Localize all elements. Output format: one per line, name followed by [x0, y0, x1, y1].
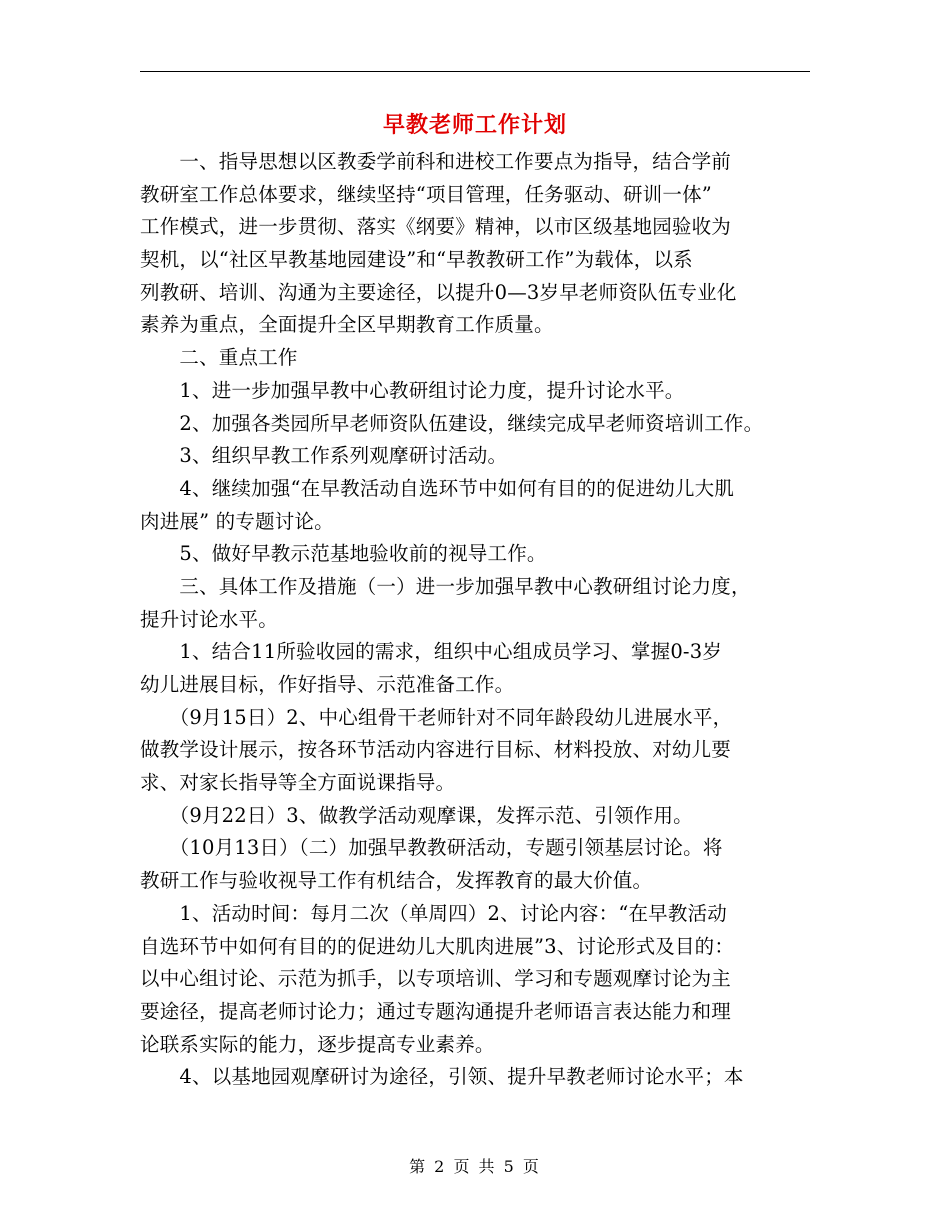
- body-line: 要途径，提高老师讨论力；通过专题沟通提升老师语言表达能力和理: [140, 999, 732, 1023]
- body-line: 以中心组讨论、示范为抓手，以专项培训、学习和专题观摩讨论为主: [140, 967, 732, 991]
- body-line: 5、做好早教示范基地验收前的视导工作。: [140, 542, 547, 566]
- body-line: 契机，以“社区早教基地园建设”和“早教教研工作”为载体，以系: [140, 248, 693, 272]
- body-line: （10月13日）（二）加强早教教研活动，专题引领基层讨论。将: [140, 836, 723, 860]
- body-line: 幼儿进展目标，作好指导、示范准备工作。: [140, 673, 515, 696]
- body-line: 1、活动时间：每月二次（单周四）2、讨论内容：“在早教活动: [140, 901, 727, 925]
- document-title: 早教老师工作计划: [382, 112, 567, 138]
- body-line: 三、具体工作及措施（一）进一步加强早教中心教研组讨论力度，: [140, 574, 751, 598]
- body-line: 2、加强各类园所早老师资队伍建设，继续完成早老师资培训工作。: [140, 411, 764, 435]
- body-line: 教研室工作总体要求，继续坚持“项目管理，任务驱动、研训一体”: [140, 182, 712, 206]
- document-body: [140, 146, 812, 1094]
- body-line: 教研工作与验收视导工作有机结合，发挥教育的最大价值。: [140, 869, 653, 893]
- section-heading: 二、重点工作: [140, 346, 298, 370]
- body-line: 1、结合11所验收园的需求，组织中心组成员学习、掌握0-3岁: [140, 640, 723, 664]
- page-footer: 第 2 页 共 5 页: [409, 1157, 541, 1176]
- body-line: 工作模式，进一步贯彻、落实《纲要》精神，以市区级基地园验收为: [140, 215, 732, 239]
- body-line: 4、继续加强“在早教活动自选环节中如何有目的的促进幼儿大肌: [140, 476, 735, 500]
- body-line: 1、进一步加强早教中心教研组讨论力度，提升讨论水平。: [140, 378, 685, 402]
- body-line: （9月22日）3、做教学活动观摩课，发挥示范、引领作用。: [140, 803, 693, 827]
- body-line: 做教学设计展示，按各环节活动内容进行目标、材料投放、对幼儿要: [140, 738, 732, 762]
- body-line: 4、以基地园观摩研讨为途径，引领、提升早教老师讨论水平；本: [140, 1065, 744, 1089]
- body-line: 一、指导思想以区教委学前科和进校工作要点为指导，结合学前: [140, 150, 732, 173]
- body-line: （9月15日）2、中心组骨干老师针对不同年龄段幼儿进展水平，: [140, 705, 733, 729]
- body-line: 素养为重点，全面提升全区早期教育工作质量。: [140, 313, 554, 337]
- body-line: 肉进展” 的专题讨论。: [140, 509, 334, 533]
- body-line: 求、对家长指导等全方面说课指导。: [140, 771, 456, 795]
- header-rule: [140, 71, 810, 72]
- body-line: 3、组织早教工作系列观摩研讨活动。: [140, 444, 508, 468]
- body-line: 论联系实际的能力，逐步提高专业素养。: [140, 1032, 495, 1056]
- body-line: 提升讨论水平。: [140, 607, 278, 631]
- body-line: 列教研、培训、沟通为主要途径，以提升0—3岁早老师资队伍专业化: [140, 280, 737, 304]
- body-line: 自选环节中如何有目的的促进幼儿大肌肉进展”3、讨论形式及目的：: [140, 934, 735, 958]
